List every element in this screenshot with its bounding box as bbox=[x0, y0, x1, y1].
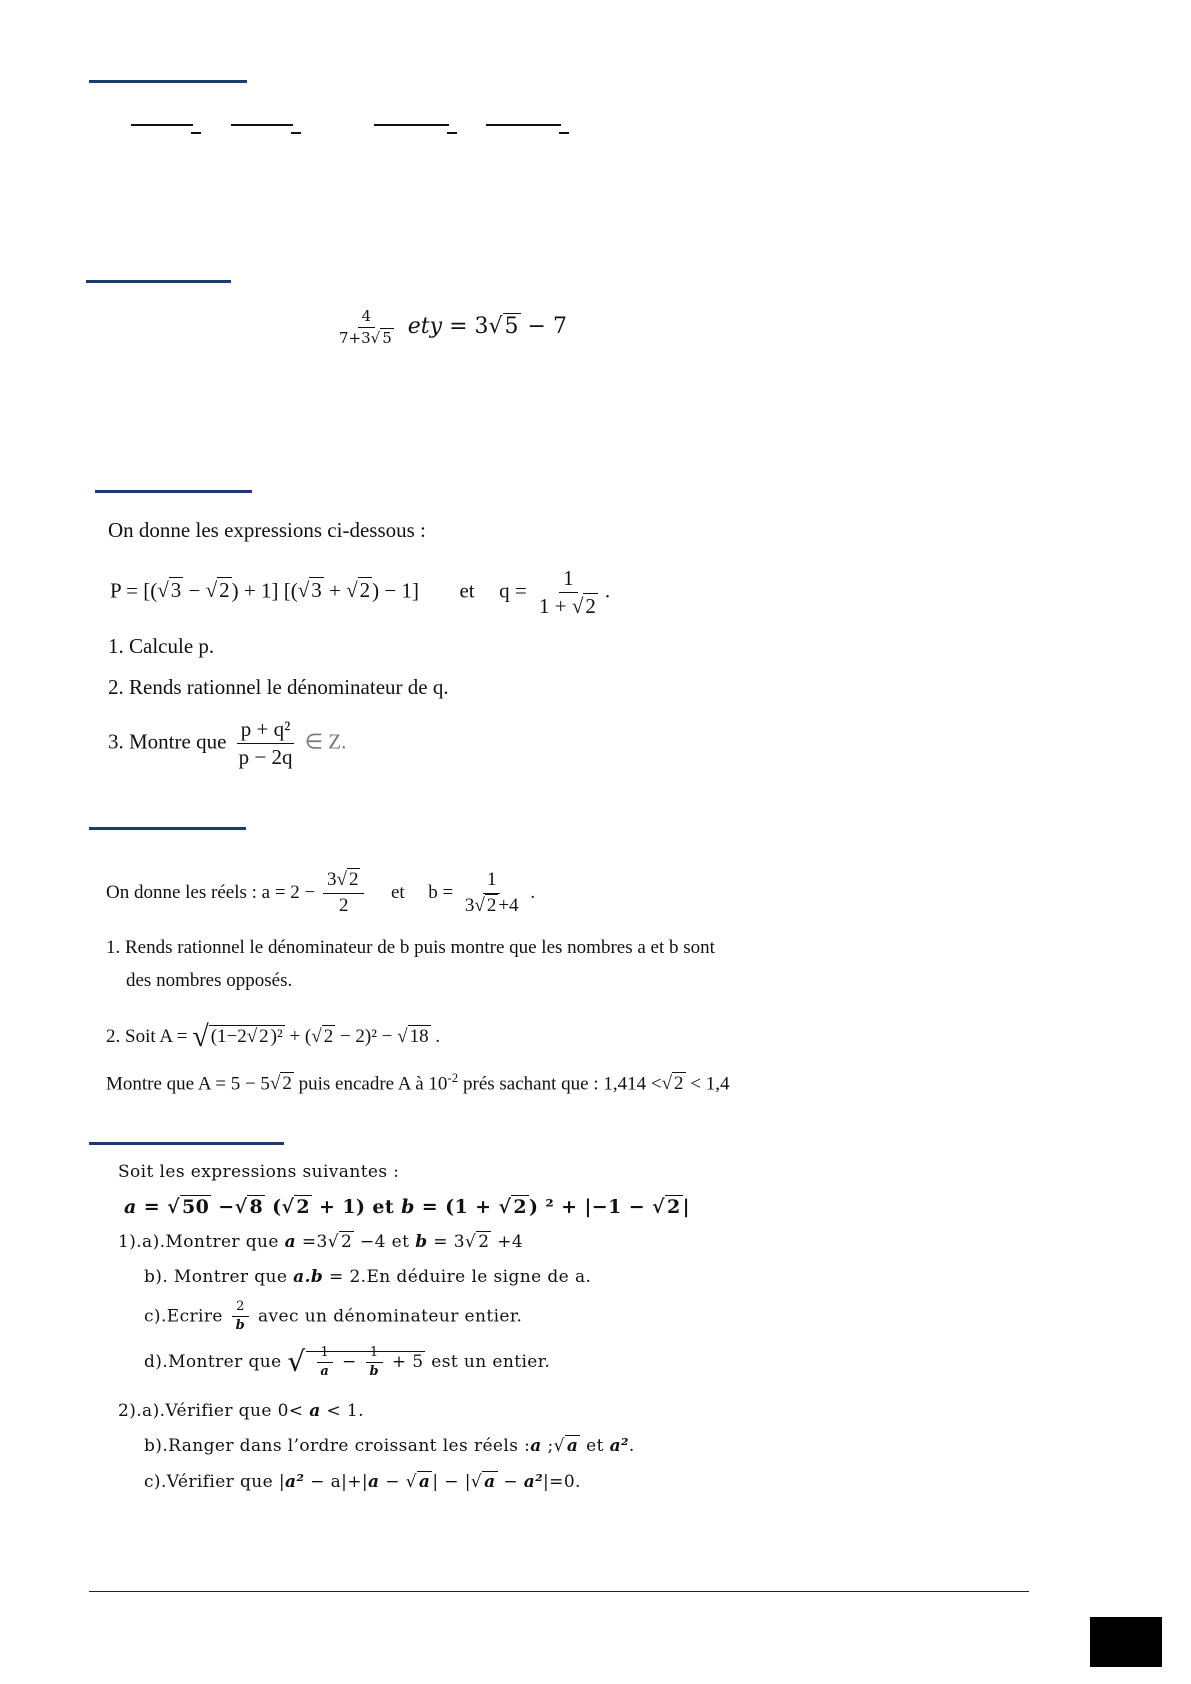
section-4-item-1-line-1: 1. Rends rationnel le dénominateur de b puis montre que les nombres a et b sont bbox=[106, 937, 715, 958]
section-4-item-2: 2. Soit A = √ (1−2√ 2 )² + (√ 2 − 2)² − √ 18 . bbox=[106, 1020, 441, 1053]
one-over-a: $\frac{1}{a}$ bbox=[316, 1346, 333, 1380]
section-5-q1a: 1).a).Montrer que a =3√ 2 −4 et b = 3√ 2 +4 bbox=[118, 1232, 524, 1252]
section-3-item-1: 1. Calcule p. bbox=[108, 634, 215, 658]
section-5-q1b: b). Montrer que a.b = 2.En déduire le signe de a. bbox=[144, 1267, 592, 1287]
section-2-rule bbox=[86, 280, 231, 283]
section-5-q2b: b).Ranger dans l’ordre croissant les réels :a ;√ a et a². bbox=[144, 1436, 635, 1456]
section-3-p-and-q: P = [(√3 − √2) + 1] [(√3 + √2) − 1] et q = $\frac{1}{1 + √2}$ . bbox=[110, 566, 611, 619]
a-fraction: $\frac{3√ 2}{2}$ bbox=[323, 870, 364, 917]
b-fraction: $\frac{1}{3√ 2 +4}$ bbox=[464, 869, 519, 916]
section-3-rule bbox=[95, 490, 252, 493]
footer-rule bbox=[89, 1591, 1029, 1592]
section-3-intro: On donne les expressions ci-dessous : bbox=[108, 518, 426, 542]
item-3-fraction: $\frac{\text{p + q²}}{p - 2q}$ bbox=[238, 717, 293, 770]
blank-fraction bbox=[486, 124, 561, 146]
q-fraction: $\frac{1}{1 + √2}$ bbox=[538, 566, 596, 619]
section-5-q1d: d).Montrer que √ $\frac{1}{a}$ − $\frac{1}{b}$ + 5 est un entier. bbox=[144, 1344, 551, 1379]
section-5-expressions: a = √ 50 −√ 8 (√ 2 + 1) et b = (1 + √ 2 ) ² + |−1 − √ 2 | bbox=[124, 1196, 690, 1218]
section-3-item-2: 2. Rends rationnel le dénominateur de q. bbox=[108, 675, 449, 699]
section-5-q2a: 2).a).Vérifier que 0< a < 1. bbox=[118, 1401, 364, 1421]
section-4-last-line: Montre que A = 5 − 5√ 2 puis encadre A à $10^{-2}$ prés sachant que : 1,414 <√ 2 < 1,4 bbox=[106, 1070, 730, 1095]
blank-fraction bbox=[231, 124, 293, 146]
section-4-intro: On donne les réels : a = 2 − $\frac{3√ 2}{2}$ et b = $\frac{1}{3√ 2 +4}$ . bbox=[106, 869, 536, 916]
section-1-rule bbox=[89, 80, 247, 83]
section-3-item-3: 3. Montre que $\frac{\text{p + q²}}{p - 2q}$ ∈ Z. bbox=[108, 717, 347, 770]
section-4-rule bbox=[89, 827, 246, 830]
section-2-formula: $\frac{4}{7+3√ 5}$ ety = 3√5 − 7 bbox=[332, 308, 567, 346]
fraction: $\frac{4}{7+3√ 5}$ bbox=[339, 307, 392, 347]
section-5-q2c: c).Vérifier que |a² − a|+|a − √ a | − |√ a − a²|=0. bbox=[144, 1472, 581, 1492]
page-number-box bbox=[1090, 1617, 1162, 1667]
section-5-q1c: c).Ecrire $\frac{2}{b}$ avec un dénominateur entier. bbox=[144, 1299, 523, 1334]
two-over-b: $\frac{2}{b}$ bbox=[232, 1300, 250, 1334]
section-5-intro: Soit les expressions suivantes : bbox=[118, 1162, 400, 1182]
section-4-item-1-line-2: des nombres opposés. bbox=[126, 970, 293, 991]
section-5-rule bbox=[89, 1142, 284, 1145]
blank-fraction bbox=[131, 124, 193, 146]
blank-fraction bbox=[374, 124, 449, 146]
one-over-b: $\frac{1}{b}$ bbox=[366, 1346, 384, 1380]
